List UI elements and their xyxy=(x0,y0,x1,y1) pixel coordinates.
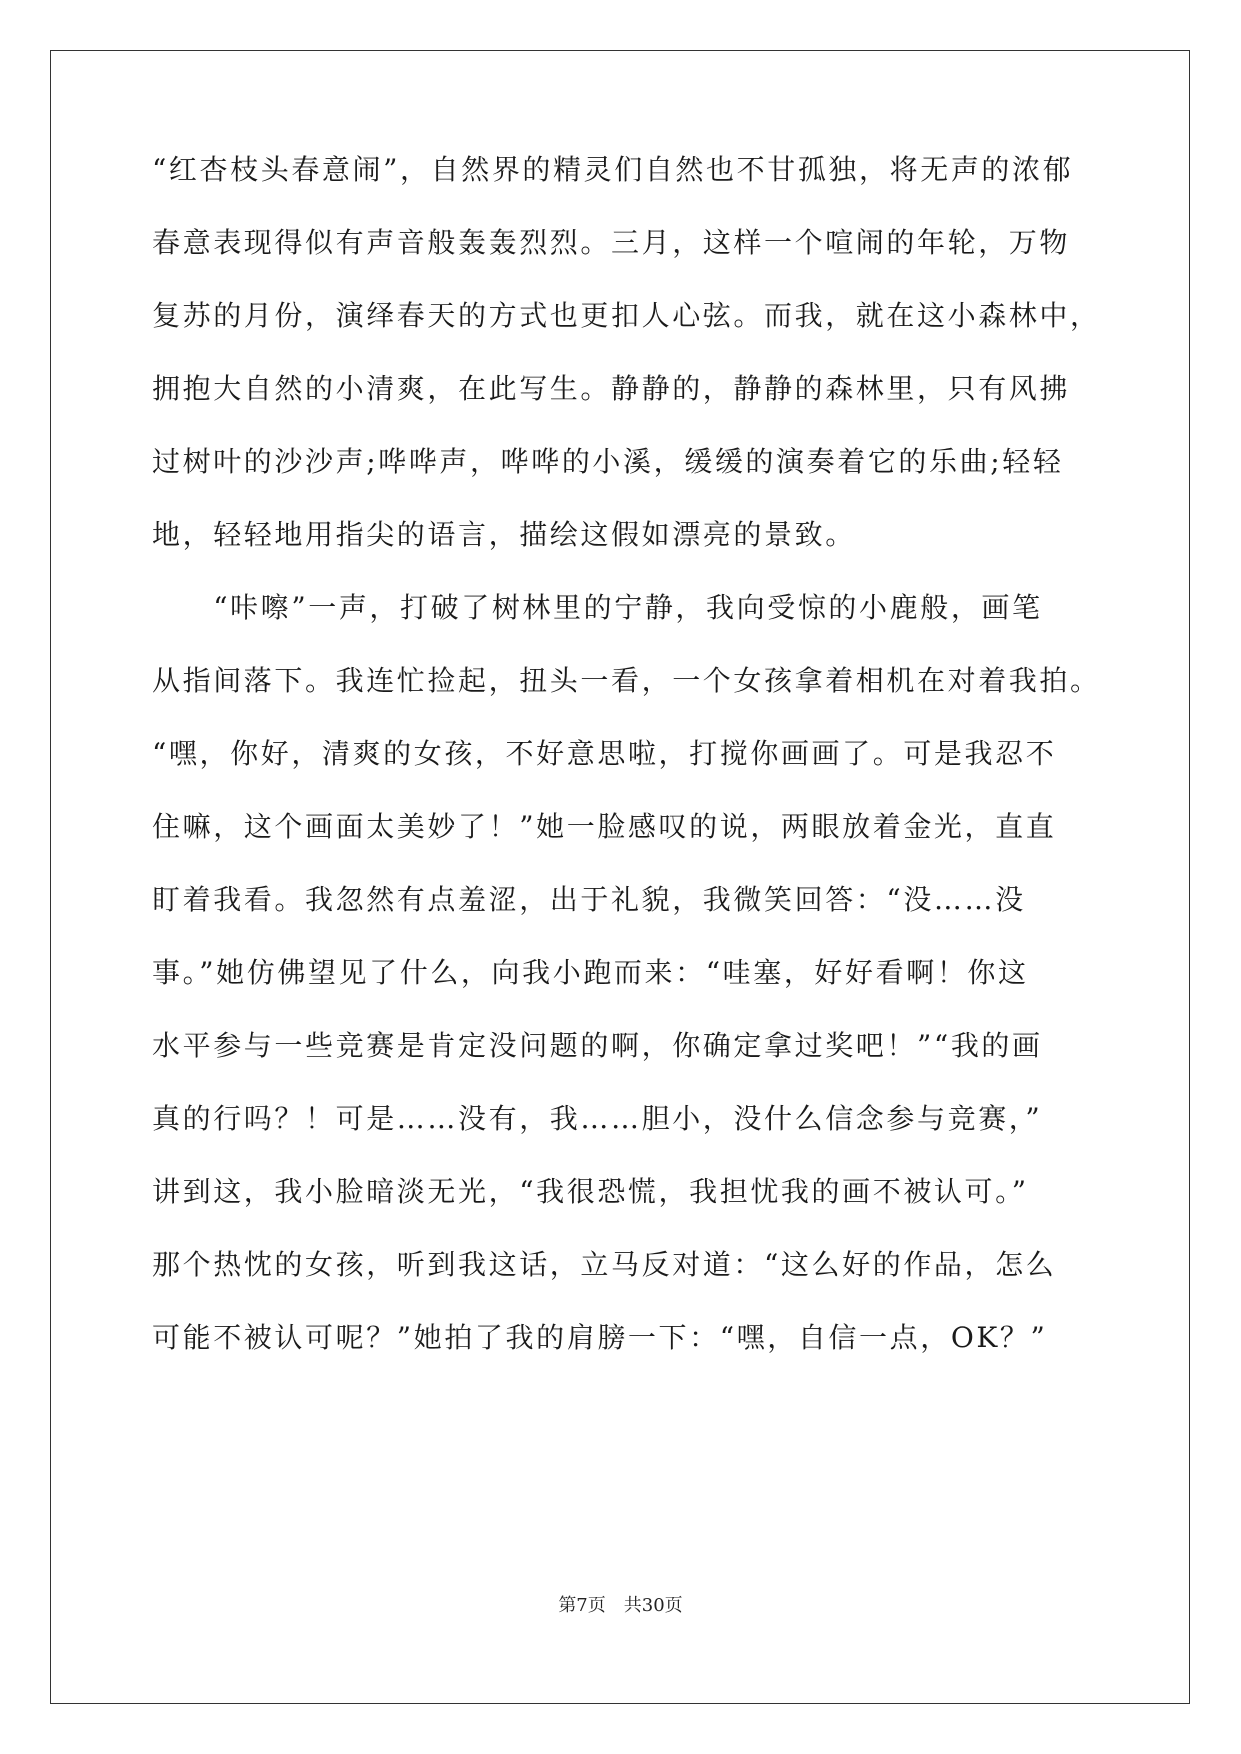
text-line: 复苏的月份，演绎春天的方式也更扣人心弦。而我，就在这小森林中， xyxy=(152,299,1101,332)
text-line: “红杏枝头春意闹”，自然界的精灵们自然也不甘孤独，将无声的浓郁 xyxy=(152,153,1074,186)
text-line: 那个热忱的女孩，听到我这话，立马反对道：“这么好的作品，怎么 xyxy=(152,1248,1057,1281)
text-line: “嘿，你好，清爽的女孩，不好意思啦，打搅你画画了。可是我忍不 xyxy=(152,737,1057,770)
page-number: 第7页 xyxy=(558,1595,606,1616)
text-line: 可能不被认可呢？”她拍了我的肩膀一下：“嘿，自信一点，OK？” xyxy=(152,1321,1048,1354)
text-line: 地，轻轻地用指尖的语言，描绘这假如漂亮的景致。 xyxy=(152,518,856,551)
text-line: 拥抱大自然的小清爽，在此写生。静静的，静静的森林里，只有风拂 xyxy=(152,372,1071,405)
text-line: 真的行吗？！可是……没有，我……胆小，没什么信念参与竞赛，” xyxy=(152,1102,1043,1135)
page-footer xyxy=(0,1594,1241,1618)
text-line: 春意表现得似有声音般轰轰烈烈。三月，这样一个喧闹的年轮，万物 xyxy=(152,226,1071,259)
text-line: “咔嚓”一声，打破了树林里的宁静，我向受惊的小鹿般，画笔 xyxy=(152,591,1043,624)
text-line: 住嘛，这个画面太美妙了！”她一脸感叹的说，两眼放着金光，直直 xyxy=(152,810,1057,843)
text-line: 事。”她仿佛望见了什么，向我小跑而来：“哇塞，好好看啊！你这 xyxy=(152,956,1029,989)
text-line: 讲到这，我小脸暗淡无光，“我很恐慌，我担忧我的画不被认可。” xyxy=(152,1175,1029,1208)
text-line: 过树叶的沙沙声;哗哗声，哗哗的小溪，缓缓的演奏着它的乐曲;轻轻 xyxy=(152,445,1064,478)
page-total: 共30页 xyxy=(623,1595,683,1616)
text-line: 水平参与一些竞赛是肯定没问题的啊，你确定拿过奖吧！”“我的画 xyxy=(152,1029,1043,1062)
text-line: 盯着我看。我忽然有点羞涩，出于礼貌，我微笑回答：“没……没 xyxy=(152,883,1026,916)
text-line: 从指间落下。我连忙捡起，扭头一看，一个女孩拿着相机在对着我拍。 xyxy=(152,664,1101,697)
